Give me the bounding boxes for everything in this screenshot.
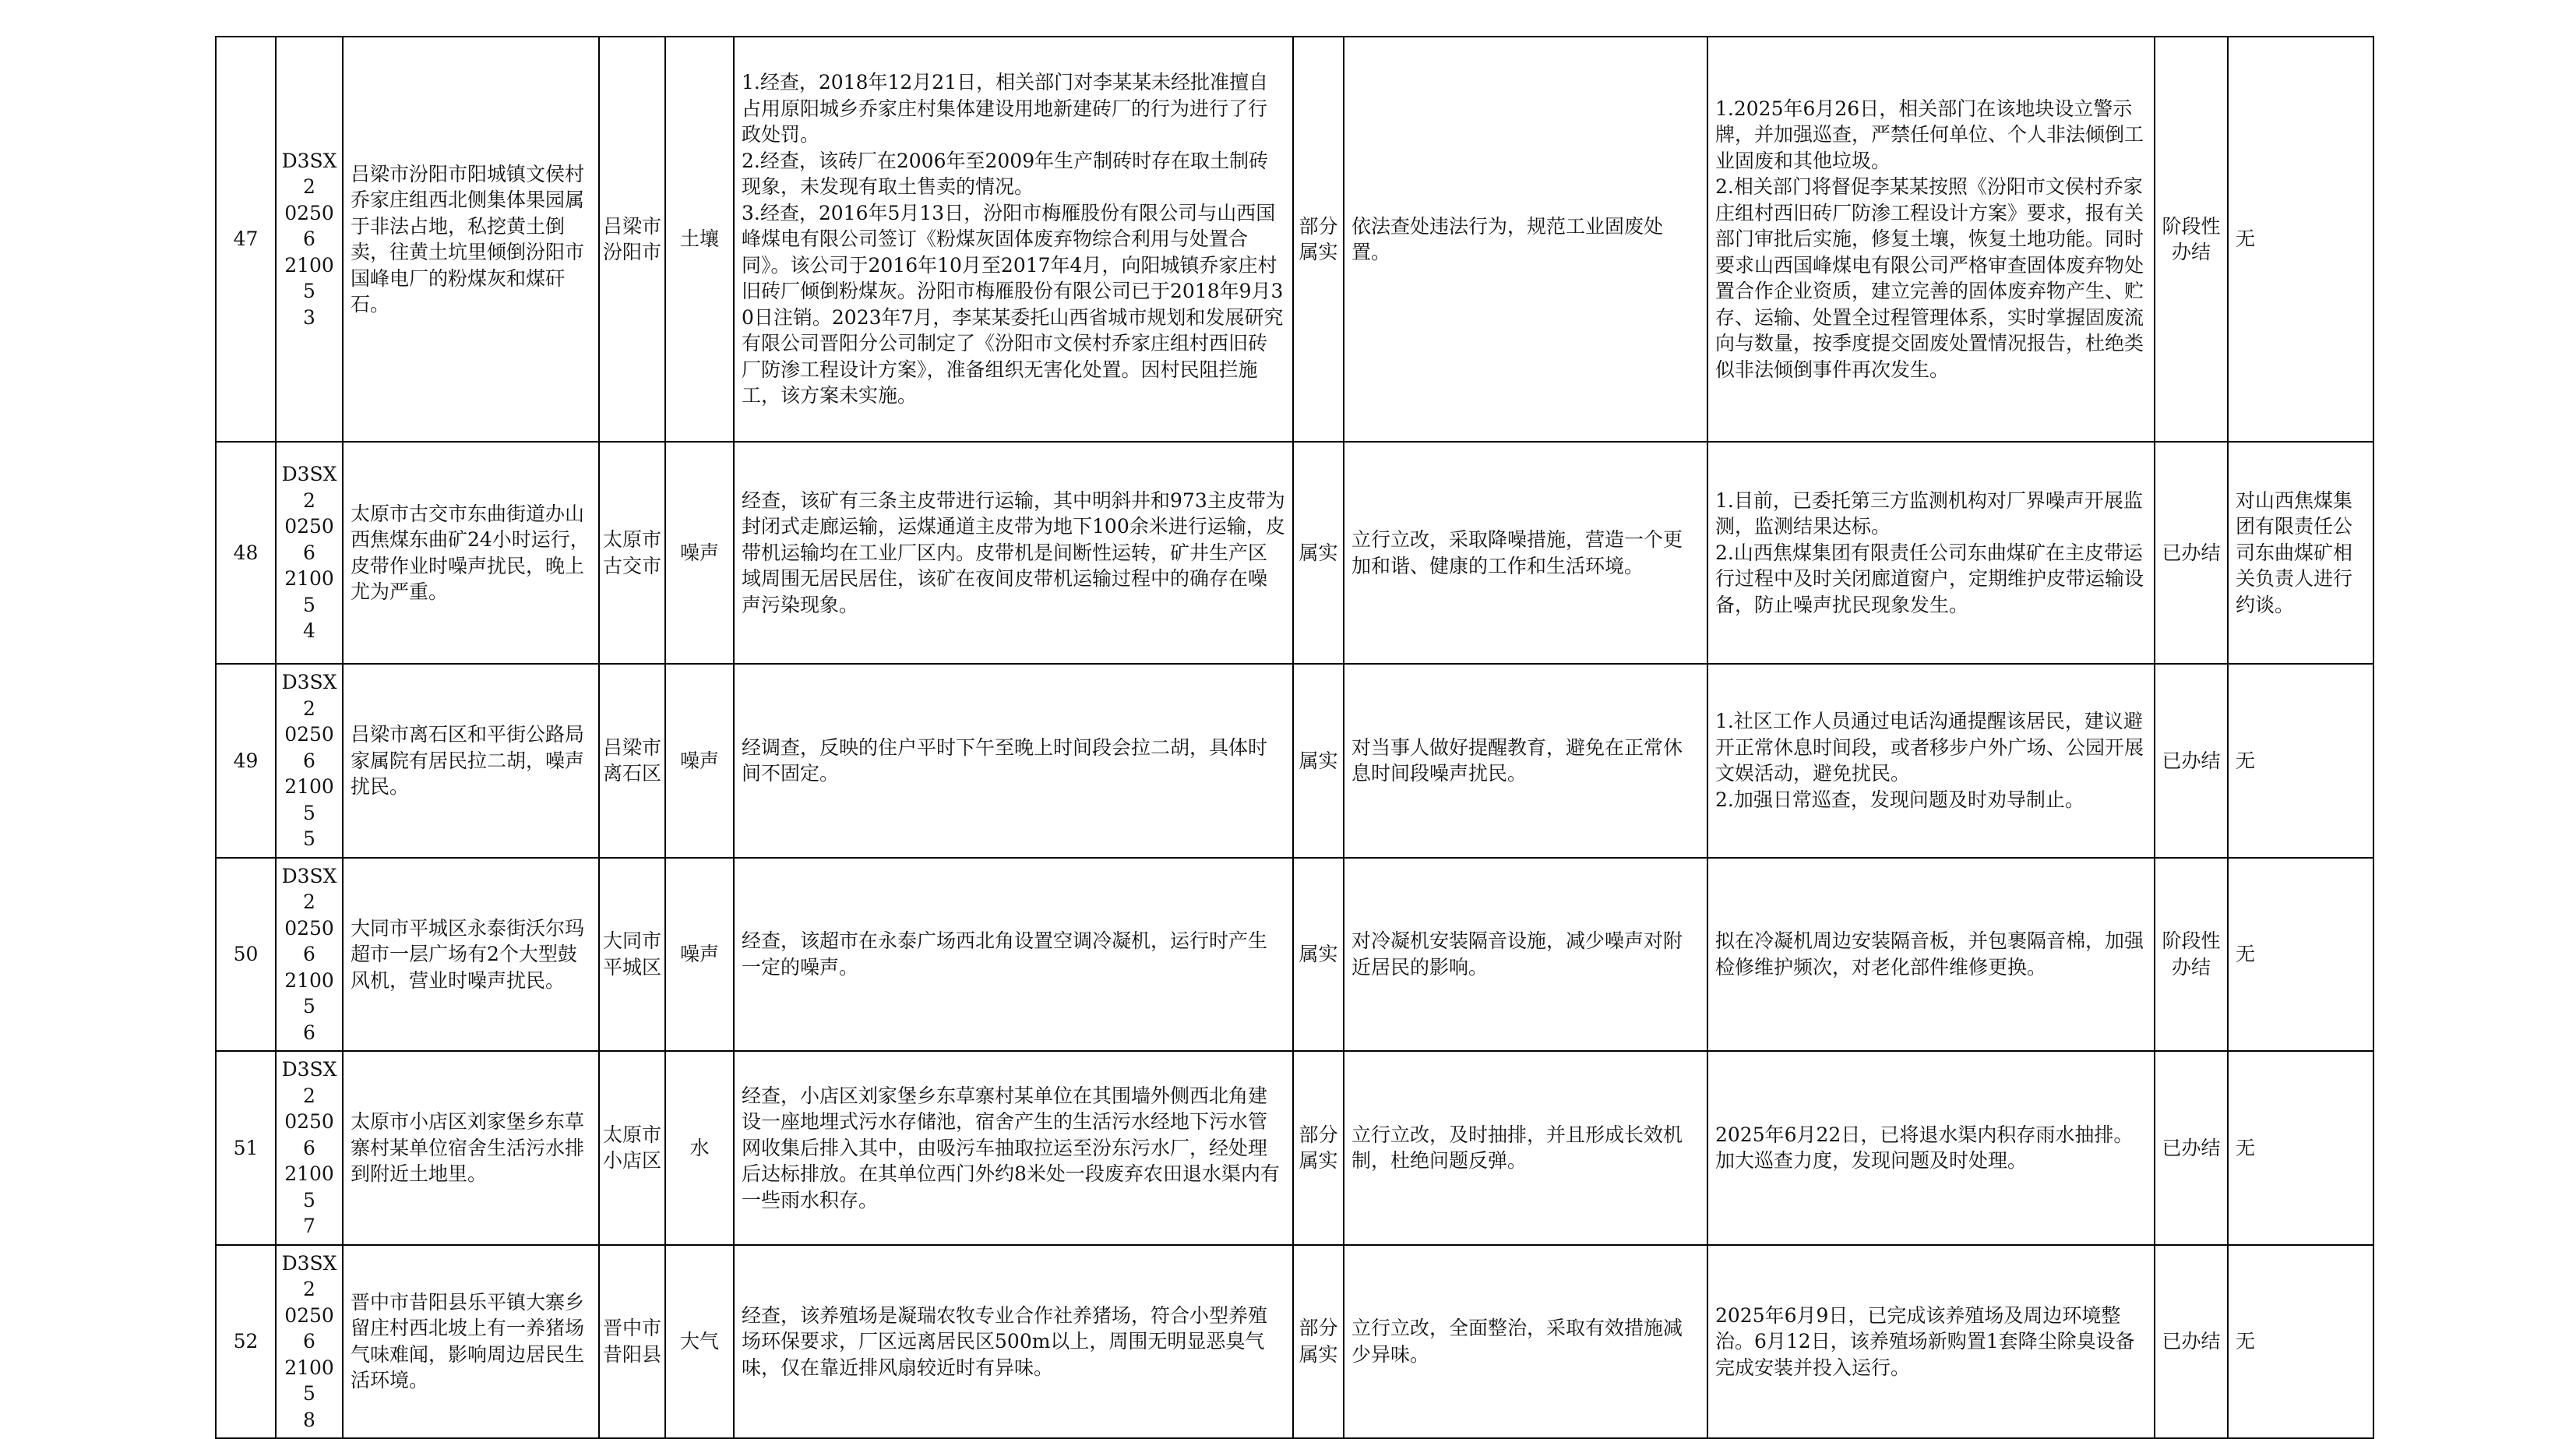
complaint-text: 吕梁市汾阳市阳城镇文侯村乔家庄组西北侧集体果园属于非法占地，私挖黄土倒卖，往黄土坑里倾倒汾阳市国峰电厂的粉煤灰和煤矸石。	[343, 37, 599, 442]
rectification-measures: 拟在冷凝机周边安装隔音板，并包裹隔音棉，加强检修维护频次，对老化部件维修更换。	[1707, 858, 2155, 1052]
case-code-line: 21005	[284, 567, 334, 616]
status: 阶段性办结	[2155, 37, 2228, 442]
rectification-measures: 1.目前，已委托第三方监测机构对厂界噪声开展监测，监测结果达标。 2.山西焦煤集团有限责任公司东曲煤矿在主皮带运行过程中及时关闭廊道窗户，定期维护皮带运输设备，防止噪声扰民现象发生。	[1707, 442, 2155, 664]
investigation-findings: 经查，该养殖场是凝瑞农牧专业合作社养猪场，符合小型养殖场环保要求，厂区远离居民区500m以上，周围无明显恶臭气味，仅在靠近排风扇较近时有异味。	[734, 1245, 1293, 1439]
case-code-line: 02506	[284, 515, 334, 564]
handling-opinion: 对冷凝机安装隔音设施，减少噪声对附近居民的影响。	[1344, 858, 1707, 1052]
complaint-text: 大同市平城区永泰街沃尔玛超市一层广场有2个大型鼓风机，营业时噪声扰民。	[343, 858, 599, 1052]
investigation-findings: 经查，该超市在永泰广场西北角设置空调冷凝机，运行时产生一定的噪声。	[734, 858, 1293, 1052]
case-code-line: D3SX2	[281, 864, 337, 913]
case-code-line: 02506	[284, 1303, 334, 1353]
accountability: 无	[2228, 37, 2373, 442]
complaint-text: 太原市小店区刘家堡乡东草寨村某单位宿舍生活污水排到附近土地里。	[343, 1051, 599, 1245]
row-number: 48	[216, 442, 276, 664]
rectification-measures: 2025年6月9日，已完成该养殖场及周边环境整治。6月12日，该养殖场新购置1套降尘除臭设备完成安装并投入运行。	[1707, 1245, 2155, 1439]
case-code	[276, 858, 343, 1052]
accountability: 无	[2228, 1051, 2373, 1245]
case-code-line: D3SX2	[281, 1251, 337, 1300]
pollution-category: 水	[665, 1051, 734, 1245]
complaint-table	[215, 36, 2374, 1439]
row-number: 52	[216, 1245, 276, 1439]
case-code-line: D3SX2	[281, 1058, 337, 1107]
rectification-measures: 1.社区工作人员通过电话沟通提醒该居民，建议避开正常休息时间段，或者移步户外广场、公园开展文娱活动，避免扰民。 2.加强日常巡查，发现问题及时劝导制止。	[1707, 664, 2155, 858]
case-code-line: 8	[303, 1408, 315, 1431]
handling-opinion: 立行立改，及时抽排，并且形成长效机制，杜绝问题反弹。	[1344, 1051, 1707, 1245]
case-code-line: 21005	[284, 1162, 334, 1212]
accountability: 对山西焦煤集团有限责任公司东曲煤矿相关负责人进行约谈。	[2228, 442, 2373, 664]
handling-opinion: 立行立改，全面整治，采取有效措施减少异味。	[1344, 1245, 1707, 1439]
table-row	[216, 1051, 2373, 1245]
verdict: 属实	[1293, 858, 1344, 1052]
case-code-line: 4	[303, 619, 315, 643]
region: 太原市古交市	[599, 442, 665, 664]
handling-opinion: 对当事人做好提醒教育，避免在正常休息时间段噪声扰民。	[1344, 664, 1707, 858]
investigation-findings: 经查，该矿有三条主皮带进行运输，其中明斜井和973主皮带为封闭式走廊运输，运煤通道主皮带为地下100余米进行运输，皮带机运输均在工业厂区内。皮带机是间断性运转，矿井生产区域周围无居民居住，该矿在夜间皮带机运输过程中的确存在噪声污染现象。	[734, 442, 1293, 664]
pollution-category: 大气	[665, 1245, 734, 1439]
accountability: 无	[2228, 664, 2373, 858]
region: 太原市小店区	[599, 1051, 665, 1245]
case-code-line: 21005	[284, 253, 334, 303]
case-code	[276, 1245, 343, 1439]
investigation-findings: 1.经查，2018年12月21日，相关部门对李某某未经批准擅自占用原阳城乡乔家庄村集体建设用地新建砖厂的行为进行了行政处罚。 2.经查，该砖厂在2006年至2009年生产制砖时存在取土制砖现象，未发现有取土售卖的情况。 3.经查，2016年5月13日，汾阳市梅雁股份有限公司与山西国峰煤电有限公司签订《粉煤灰固体废弃物综合利用与处置合同》。该公司于2016年10月至2017年4月，向阳城镇乔家庄村旧砖厂倾倒粉煤灰。汾阳市梅雁股份有限公司已于2018年9月30日注销。2023年7月，李某某委托山西省城市规划和发展研究有限公司晋阳分公司制定了《汾阳市文侯村乔家庄组村西旧砖厂防渗工程设计方案》，准备组织无害化处置。因村民阻拦施工，该方案未实施。	[734, 37, 1293, 442]
case-code	[276, 664, 343, 858]
pollution-category: 噪声	[665, 442, 734, 664]
region: 吕梁市汾阳市	[599, 37, 665, 442]
accountability: 无	[2228, 1245, 2373, 1439]
complaint-text: 太原市古交市东曲街道办山西焦煤东曲矿24小时运行，皮带作业时噪声扰民，晚上尤为严重。	[343, 442, 599, 664]
row-number: 50	[216, 858, 276, 1052]
handling-opinion: 依法查处违法行为，规范工业固废处置。	[1344, 37, 1707, 442]
case-code-line: 3	[303, 305, 315, 329]
verdict: 部分属实	[1293, 1245, 1344, 1439]
case-code-line: 02506	[284, 916, 334, 965]
table-row	[216, 664, 2373, 858]
rectification-measures: 2025年6月22日，已将退水渠内积存雨水抽排。加大巡查力度，发现问题及时处理。	[1707, 1051, 2155, 1245]
verdict: 部分属实	[1293, 1051, 1344, 1245]
investigation-findings: 经调查，反映的住户平时下午至晚上时间段会拉二胡，具体时间不固定。	[734, 664, 1293, 858]
case-code-line: D3SX2	[281, 671, 337, 720]
pollution-category: 噪声	[665, 664, 734, 858]
row-number: 49	[216, 664, 276, 858]
table-row	[216, 37, 2373, 442]
case-code-line: 21005	[284, 1356, 334, 1405]
pollution-category: 噪声	[665, 858, 734, 1052]
investigation-findings: 经查，小店区刘家堡乡东草寨村某单位在其围墙外侧西北角建设一座地埋式污水存储池，宿舍产生的生活污水经地下污水管网收集后排入其中，由吸污车抽取拉运至汾东污水厂，经处理后达标排放。在其单位西门外约8米处一段废弃农田退水渠内有一些雨水积存。	[734, 1051, 1293, 1245]
case-code	[276, 37, 343, 442]
case-code-line: 6	[303, 1021, 315, 1044]
complaint-text: 晋中市昔阳县乐平镇大寨乡留庄村西北坡上有一养猪场气味难闻，影响周边居民生活环境。	[343, 1245, 599, 1439]
status: 已办结	[2155, 1245, 2228, 1439]
verdict: 属实	[1293, 442, 1344, 664]
accountability: 无	[2228, 858, 2373, 1052]
verdict: 属实	[1293, 664, 1344, 858]
complaint-text: 吕梁市离石区和平街公路局家属院有居民拉二胡，噪声扰民。	[343, 664, 599, 858]
case-code-line: 02506	[284, 201, 334, 251]
region: 大同市平城区	[599, 858, 665, 1052]
verdict: 部分属实	[1293, 37, 1344, 442]
table-row	[216, 1245, 2373, 1439]
row-number: 51	[216, 1051, 276, 1245]
case-code	[276, 1051, 343, 1245]
case-code-line: 7	[303, 1215, 315, 1237]
table-row	[216, 442, 2373, 664]
case-code-line: 02506	[284, 723, 334, 772]
row-number: 47	[216, 37, 276, 442]
case-code	[276, 442, 343, 664]
case-code-line: 5	[303, 827, 315, 850]
rectification-measures: 1.2025年6月26日，相关部门在该地块设立警示牌，并加强巡查，严禁任何单位、个人非法倾倒工业固废和其他垃圾。 2.相关部门将督促李某某按照《汾阳市文侯村乔家庄组村西旧砖厂防渗工程设计方案》要求，报有关部门审批后实施，修复土壤，恢复土地功能。同时要求山西国峰煤电有限公司严格审查固体废弃物处置合作企业资质，建立完善的固体废弃物产生、贮存、运输、处置全过程管理体系，实时掌握固废流向与数量，按季度提交固废处置情况报告，杜绝类似非法倾倒事件再次发生。	[1707, 37, 2155, 442]
status: 已办结	[2155, 1051, 2228, 1245]
case-code-line: 02506	[284, 1110, 334, 1159]
case-code-line: D3SX2	[281, 149, 337, 199]
status: 已办结	[2155, 442, 2228, 664]
region: 晋中市昔阳县	[599, 1245, 665, 1439]
status: 已办结	[2155, 664, 2228, 858]
table-row	[216, 858, 2373, 1052]
case-code-line: D3SX2	[281, 463, 337, 512]
handling-opinion: 立行立改，采取降噪措施，营造一个更加和谐、健康的工作和生活环境。	[1344, 442, 1707, 664]
case-code-line: 21005	[284, 968, 334, 1018]
pollution-category: 土壤	[665, 37, 734, 442]
case-code-line: 21005	[284, 775, 334, 824]
region: 吕梁市离石区	[599, 664, 665, 858]
status: 阶段性办结	[2155, 858, 2228, 1052]
